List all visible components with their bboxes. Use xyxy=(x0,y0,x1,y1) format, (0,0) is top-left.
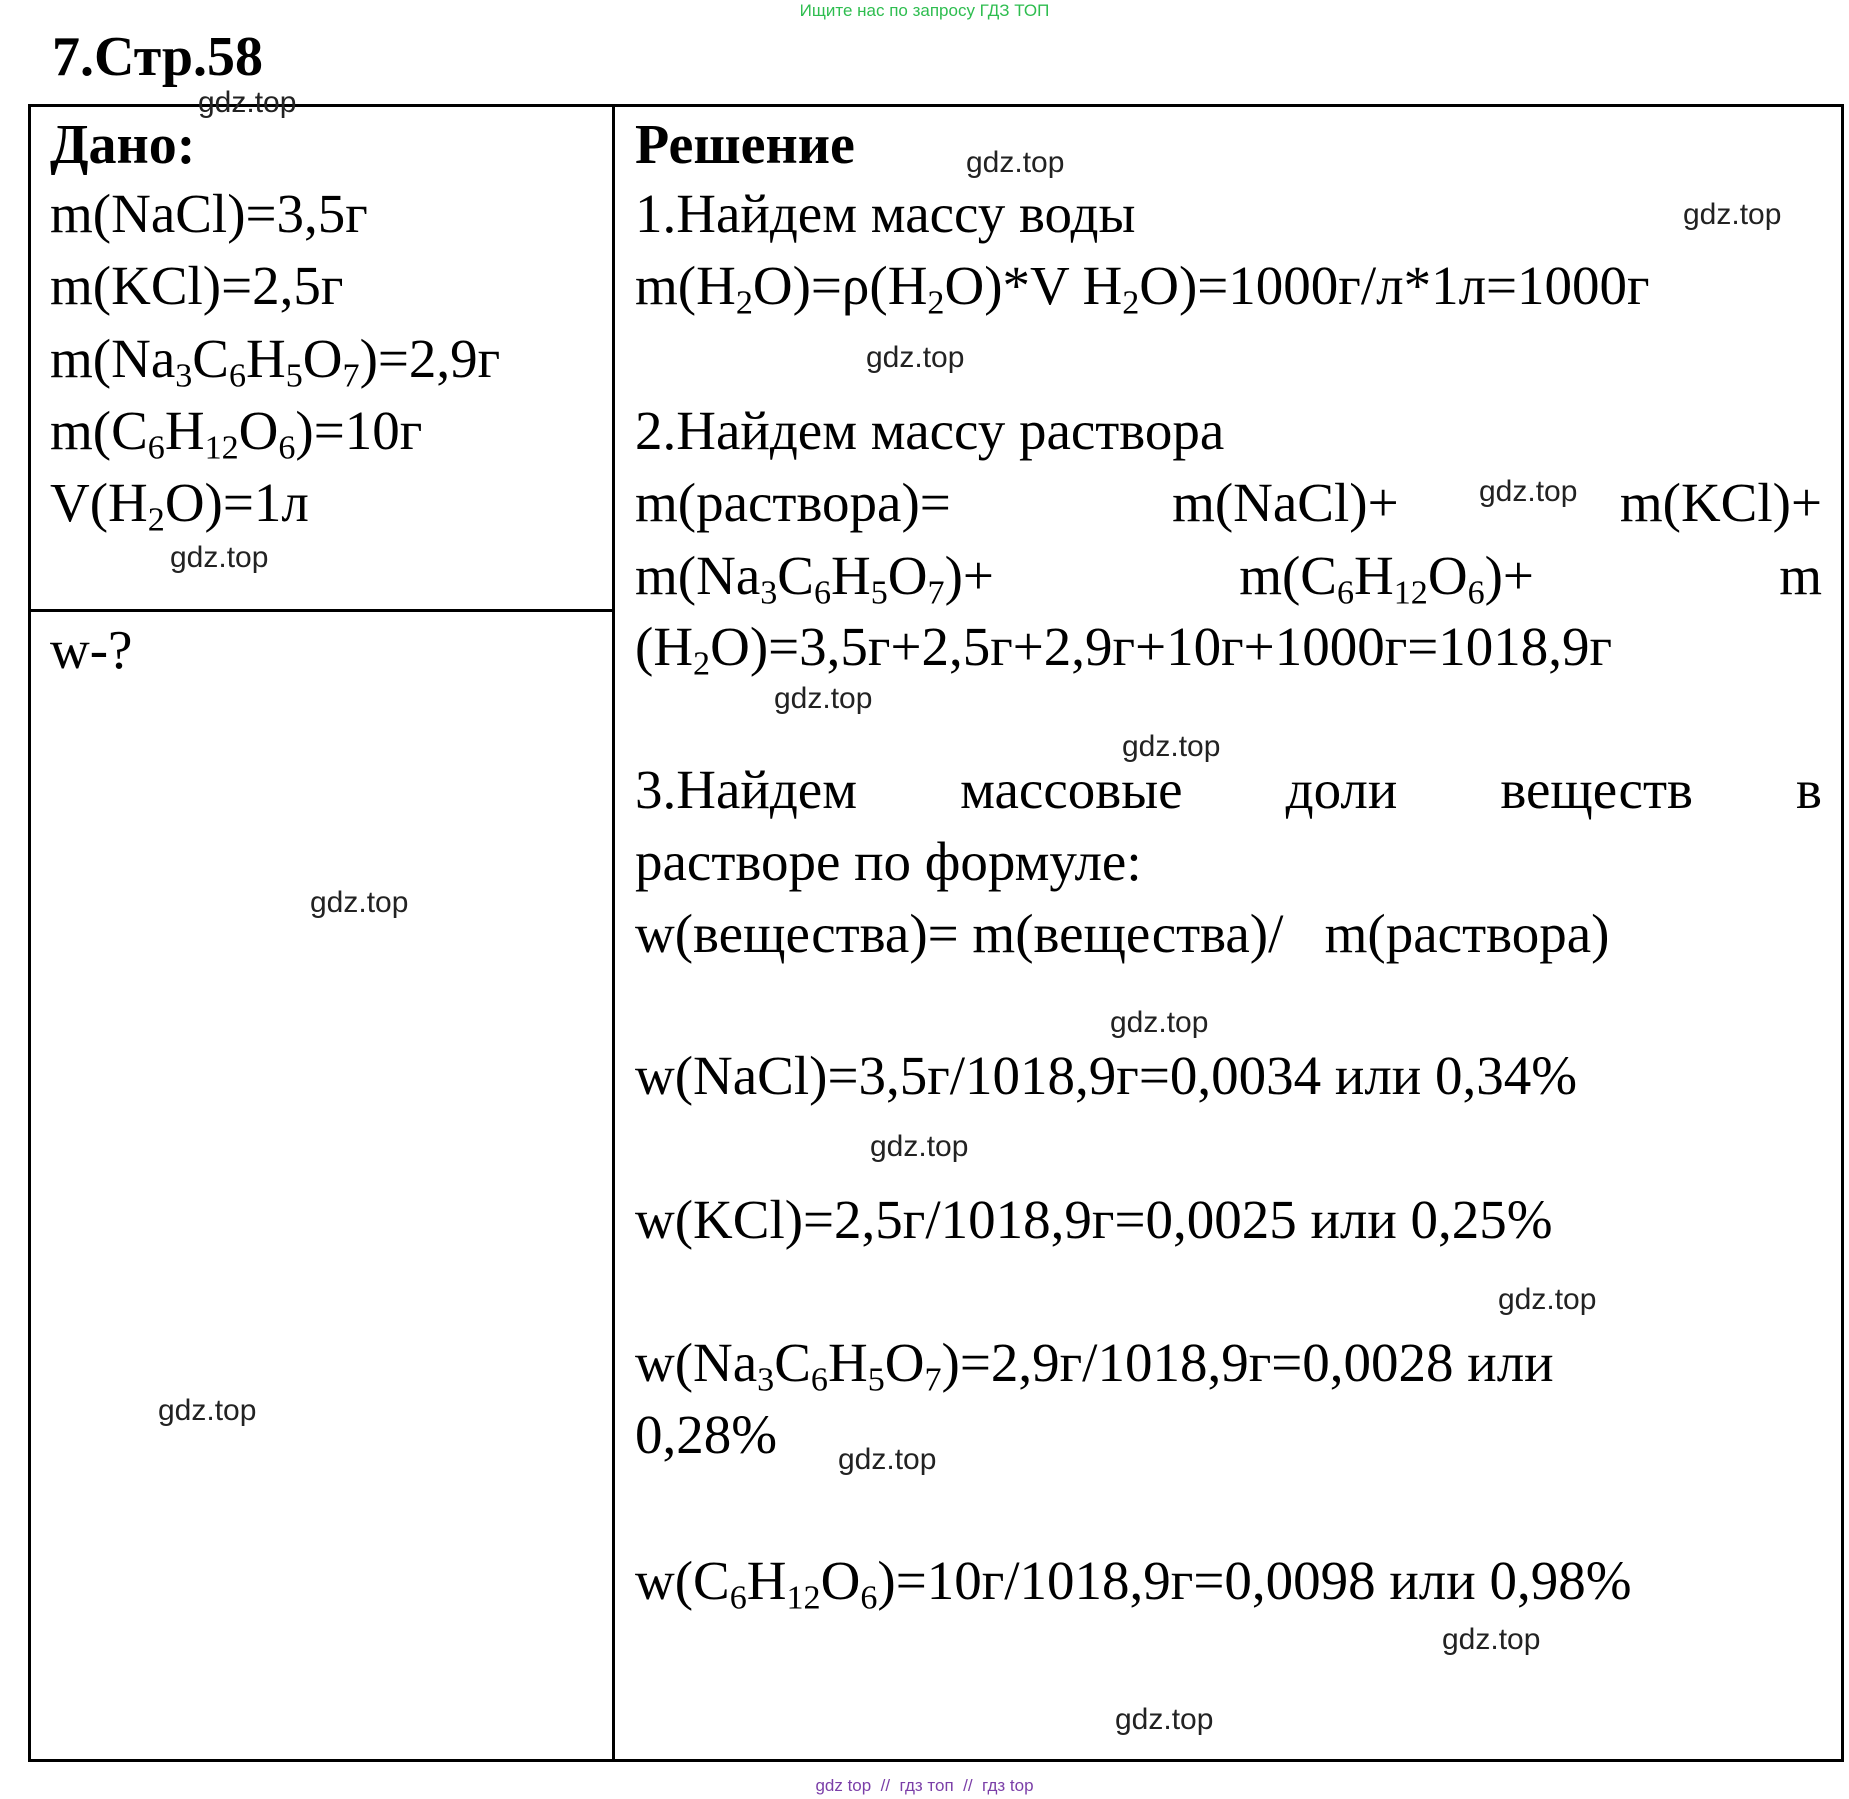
page-title: 7.Стр.58 xyxy=(52,26,264,88)
column-divider xyxy=(612,104,615,1762)
watermark: gdz.top xyxy=(1442,1623,1541,1656)
w-nacl: w(NaCl)=3,5г/1018,9г=0,0034 или 0,34% xyxy=(635,1045,1578,1106)
watermark: gdz.top xyxy=(1115,1703,1214,1736)
watermark: gdz.top xyxy=(198,86,297,119)
step1-title: 1.Найдем массу воды xyxy=(635,183,1136,244)
watermark: gdz.top xyxy=(966,146,1065,179)
watermark: gdz.top xyxy=(158,1394,257,1427)
given-m-citrate: $m(Na_3C_6H_5O_7)=2,9г$ xyxy=(50,328,501,395)
watermark: gdz.top xyxy=(1122,730,1221,763)
step3-title: 3.Найдем массовые доли веществ в xyxy=(635,759,1822,820)
step2-line1: m(раствора)= m(NaCl)+ m(KCl)+ xyxy=(635,472,1822,533)
watermark: gdz.top xyxy=(1479,475,1578,508)
step2-line3: $(H_2O)=3,5г+2,5г+2,9г+10г+1000г=1018,9г$ xyxy=(635,616,1613,683)
w-citrate-cont: 0,28% xyxy=(635,1404,778,1465)
given-m-glucose: $m(C_6H_{12}O_6)=10г$ xyxy=(50,400,423,467)
w-glucose: $w(C_6H_{12}O_6)=10г/1018,9г=0,0098$ или 0,98% xyxy=(635,1550,1632,1617)
watermark: gdz.top xyxy=(1498,1283,1597,1316)
find-w: w-? xyxy=(50,619,133,680)
watermark: gdz.top xyxy=(1683,198,1782,231)
step1-formula: $m(H_2O)=\rho(H_2O)*V$ $H_2O)=1000г/л*1л=1000г$ xyxy=(635,255,1650,322)
watermark: gdz.top xyxy=(870,1130,969,1163)
w-citrate: $w(Na_3C_6H_5O_7)=2,9г/1018,9г=0,0028$ или xyxy=(635,1332,1554,1399)
given-v-water: $V(H_2O)=1л$ xyxy=(50,472,309,539)
given-m-nacl: m(NaCl)=3,5г xyxy=(50,183,368,244)
watermark: gdz.top xyxy=(866,341,965,374)
step2-title: 2.Найдем массу раствора xyxy=(635,400,1225,461)
footer-links: gdz top // гдз топ // гдз top xyxy=(815,1776,1034,1795)
given-m-kcl: m(KCl)=2,5г xyxy=(50,255,344,316)
step3-line2: растворе по формуле: xyxy=(635,831,1142,892)
watermark: gdz.top xyxy=(774,682,873,715)
solution-heading: Решение xyxy=(635,114,855,176)
step3-formula: w(вещества)= m(вещества)/ m(раствора) xyxy=(635,903,1610,964)
watermark: gdz.top xyxy=(1110,1006,1209,1039)
watermark: gdz.top xyxy=(838,1443,937,1476)
watermark: gdz.top xyxy=(310,886,409,919)
watermark: gdz.top xyxy=(170,541,269,574)
given-find-divider xyxy=(28,609,614,612)
step2-line2: $m(Na_3C_6H_5O_7)+$ $m(C_6H_{12}O_6)+$ m xyxy=(635,545,1822,612)
w-kcl: w(KCl)=2,5г/1018,9г=0,0025 или 0,25% xyxy=(635,1189,1553,1250)
top-banner: Ищите нас по запросу ГДЗ ТОП xyxy=(799,1,1050,20)
given-heading: Дано: xyxy=(50,114,196,176)
